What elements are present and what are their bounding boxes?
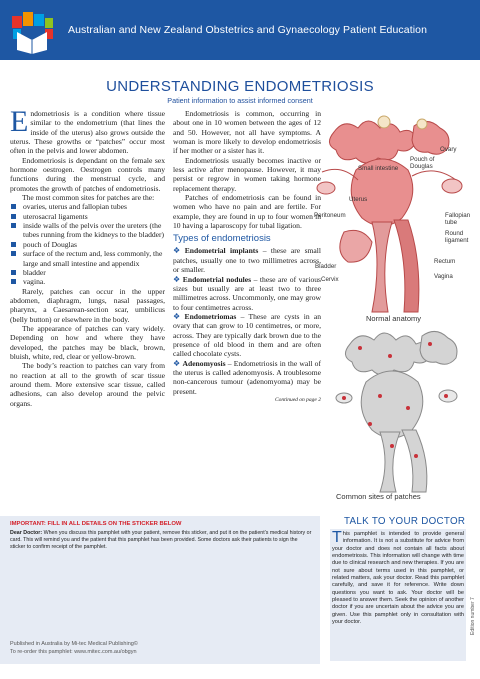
- type-item: [173, 246, 321, 274]
- list-item: inside walls of the pelvis over the ureters (the tubes running from the kidneys to the bladder): [10, 221, 165, 240]
- list-item: pouch of Douglas: [10, 240, 165, 249]
- reorder-line: To re-order this pamphlet: www.mitec.com.au/obgyn: [10, 649, 137, 655]
- talk-text: [332, 531, 464, 626]
- figure-caption-normal-anatomy: Normal anatomy: [366, 314, 422, 323]
- label-round-ligament: Round ligament: [445, 230, 469, 244]
- sticker-text: [10, 530, 312, 551]
- drop-cap: E: [10, 105, 29, 138]
- talk-message: his pamphlet is intended to provide general information. It is not a substitute for advice from your doctor and does not contain all facts about endometriosis. This information will change with time due to clinical research and new therapies. If you are not sure about terms used in this pamphlet, or related matters, ask your doctor. Read this pamphlet carefully, and save it for reference. Write down questions you want to ask. Your doctor will be pleased to answer them. Seek the opinion of another doctor if you are uncertain about the advice you are given. Use this pamphlet only in consultation with your doctor.: [332, 531, 464, 626]
- publisher-line: Published in Australia by Mi-tec Medical Publishing©: [10, 641, 138, 647]
- header-band: [0, 0, 480, 60]
- label-fallopian-tube: Fallopian tube: [445, 212, 471, 226]
- edition-number: Edition number 7: [470, 597, 476, 635]
- list-item: uterosacral ligaments: [10, 212, 165, 221]
- figure-caption-common-sites: Common sites of patches: [336, 492, 421, 501]
- sticker-message: When you discuss this pamphlet with your patient, remove this sticker, and put it on the patient’s medical history or card. This will remind you and the patient that this pamphlet has been provided. Some doctors ask their patients to sign the sticker to confirm receipt of the pamphlet.: [10, 530, 312, 550]
- label-small-intestine: Small intestine: [358, 165, 399, 172]
- intro-text: ndometriosis is a condition where tissue similar to the endometrium (that lines the inside of the uterus) also grows outside the uterus. These growths or “patches” occur most often in the pelvis and lower abdomen.: [10, 109, 165, 156]
- list-item: surface of the rectum and, less commonly, the large and small intestine and appendix: [10, 249, 165, 268]
- type-item: [173, 359, 321, 396]
- list-item: vagina.: [10, 277, 165, 286]
- sticker-heading: IMPORTANT: FILL IN ALL DETAILS ON THE STICKER BELOW: [10, 521, 182, 527]
- label-rectum: Rectum: [434, 258, 456, 265]
- type-item: [173, 275, 321, 312]
- paragraph: Endometriosis usually becomes inactive or less active after menopause. However, it may persist or regrow in women taking hormone replacement therapy.: [173, 155, 321, 193]
- book-logo-icon: [10, 10, 54, 54]
- type-text: – these are of various sizes but usually are at least two to three millimetres across. Uncommonly, one may grow to four centimetres across.: [173, 274, 321, 312]
- column-one: [10, 105, 165, 408]
- diamond-bullet-icon: ❖: [173, 274, 181, 284]
- paragraph: Endometriosis is common, occurring in about one in 10 women between the ages of 12 and 50. However, not all have symptoms. A woman is more likely to develop endometriosis if her mother or a sister has it.: [173, 109, 321, 156]
- diamond-bullet-icon: ❖: [173, 246, 183, 256]
- paragraph: The body’s reaction to patches can vary from no reaction at all to the growth of scar tissue around them. More extensive scar tissue, called adhesions, can also develop around the pelvic organs.: [10, 361, 165, 408]
- column-two: [173, 109, 321, 404]
- list-item: bladder: [10, 268, 165, 277]
- talk-drop-cap: T: [332, 529, 342, 546]
- type-name: Adenomyosis: [182, 358, 226, 368]
- diamond-bullet-icon: ❖: [173, 358, 181, 368]
- paragraph: The most common sites for patches are the:: [22, 193, 155, 203]
- paragraph: Rarely, patches can occur in the upper abdomen, diaphragm, lungs, nasal passages, pharynx, a Caesarean-section scar, umbilicus (belly button) or elsewhere in the body.: [10, 286, 165, 324]
- label-pouch-of-douglas: Pouch of Douglas: [410, 156, 435, 170]
- common-sites-list: [10, 202, 165, 286]
- page-title: UNDERSTANDING ENDOMETRIOSIS: [106, 78, 374, 95]
- continued-note: Continued on page 2: [275, 396, 321, 403]
- type-item: [173, 312, 321, 359]
- paragraph: Endometriosis is dependant on the female sex hormone oestrogen. Oestrogen controls many functions during the menstrual cycle, and promotes the growth of patches of endometriosis.: [10, 155, 165, 193]
- diamond-bullet-icon: ❖: [173, 311, 183, 321]
- label-vagina: Vagina: [434, 273, 453, 280]
- sticker-greeting: Dear Doctor:: [10, 530, 43, 536]
- type-text: – These are cysts in an ovary that can grow to 10 centimetres, or more, across. They are typically dark brown due to the presence of old blood in them and are often called chocolate cysts.: [173, 311, 322, 359]
- intro-paragraph: [10, 105, 165, 156]
- list-item: ovaries, uterus and fallopian tubes: [10, 202, 165, 211]
- page-subtitle: Patient information to assist informed consent: [167, 96, 313, 105]
- type-name: Endometriomas: [184, 311, 237, 321]
- label-bladder: Bladder: [315, 263, 337, 270]
- label-peritoneum: Peritoneum: [314, 212, 346, 219]
- talk-heading: TALK TO YOUR DOCTOR: [344, 516, 466, 527]
- label-ovary: Ovary: [440, 146, 457, 153]
- paragraph: Patches of endometriosis can be found in women who have no pain and are fertile. For example, they are found in up to four women in 10 having a laparoscopy for tubal ligation.: [173, 193, 321, 231]
- type-text: – these are small patches, usually one to two millimetres across, or smaller.: [173, 246, 322, 275]
- header-title: Australian and New Zealand Obstetrics and Gynaecology Patient Education: [68, 24, 428, 36]
- common-sites-illustration: [330, 326, 466, 496]
- type-name: Endometrial implants: [184, 246, 259, 256]
- label-cervix: Cervix: [321, 276, 339, 283]
- label-uterus: Uterus: [349, 196, 368, 203]
- type-name: Endometrial nodules: [182, 274, 252, 284]
- types-heading: Types of endometriosis: [173, 233, 271, 245]
- type-text: – Endometriosis in the wall of the uterus is called adenomyosis. A troublesome non-cancerous tumour (adenomyoma) may be present.: [173, 358, 321, 396]
- publisher-info: [10, 640, 138, 656]
- paragraph: The appearance of patches can vary widely. Depending on how and where they have developed, the patches may be black, brown, bluish, white, red, clear or yellow-brown.: [10, 323, 165, 361]
